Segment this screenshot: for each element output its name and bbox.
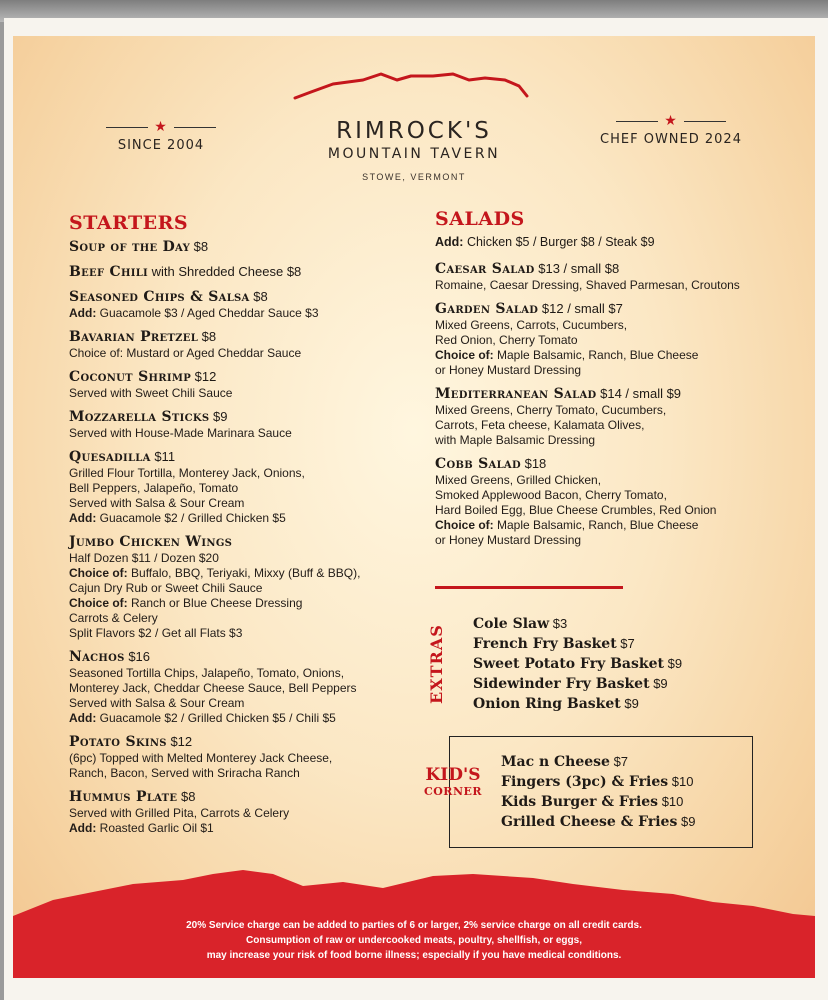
description-text: Mixed Greens, Cherry Tomato, Cucumbers, — [435, 403, 667, 417]
mountain-logo-icon — [293, 72, 533, 102]
footer-line-2: Consumption of raw or undercooked meats, poultry, shellfish, or eggs, — [246, 935, 582, 946]
menu-item-name: Mozzarella Sticks — [69, 409, 210, 425]
salads-add-text: Chicken $5 / Burger $8 / Steak $9 — [466, 235, 655, 249]
menu-item-heading — [69, 448, 414, 466]
menu-item — [69, 648, 414, 726]
menu-item-note: with Shredded Cheese — [151, 264, 284, 279]
menu-item-description — [435, 318, 805, 333]
menu-item — [69, 533, 414, 641]
description-label: Add: — [69, 711, 97, 725]
starters-section — [69, 212, 414, 843]
menu-item — [69, 368, 414, 401]
description-label: Choice of: — [435, 518, 494, 532]
description-text: Cajun Dry Rub or Sweet Chili Sauce — [69, 581, 263, 595]
menu-item-price: $14 / small $9 — [600, 386, 682, 401]
description-text: Roasted Garlic Oil $1 — [99, 821, 214, 835]
salads-add-on — [435, 234, 805, 250]
description-label: Choice of: — [435, 348, 494, 362]
description-text: Ranch or Blue Cheese Dressing — [131, 596, 303, 610]
menu-item-heading — [69, 238, 414, 256]
salads-add-label: Add: — [435, 235, 464, 249]
menu-item — [69, 238, 414, 256]
footer-line-1: 20% Service charge can be added to parties of 6 or larger, 2% service charge on all credit cards. — [186, 920, 642, 931]
description-text: Hard Boiled Egg, Blue Cheese Crumbles, Red Onion — [435, 503, 717, 517]
extras-item — [473, 614, 773, 634]
menu-item-name: Cobb Salad — [435, 456, 521, 472]
menu-item-name: Bavarian Pretzel — [69, 329, 199, 345]
menu-item-description — [435, 363, 805, 378]
chef-owned-text: CHEF OWNED 2024 — [600, 132, 742, 147]
menu-item-name: Quesadilla — [69, 449, 151, 465]
extras-item-price: $7 — [620, 636, 635, 651]
extras-item-price: $3 — [552, 616, 568, 631]
menu-item-description — [435, 333, 805, 348]
extras-item-name: French Fry Basket — [473, 636, 617, 652]
chef-owned-badge — [587, 114, 755, 147]
menu-item-description — [69, 566, 414, 581]
description-text: Mixed Greens, Grilled Chicken, — [435, 473, 602, 487]
menu-item-description — [69, 666, 414, 681]
menu-item-heading — [69, 288, 414, 306]
menu-item-name: Potato Skins — [69, 734, 167, 750]
menu-item-heading — [435, 260, 805, 278]
extras-item-price: $9 — [624, 696, 639, 711]
menu-item-price: $8 — [193, 239, 209, 254]
menu-item-name: Coconut Shrimp — [69, 369, 192, 385]
menu-item-description — [69, 681, 414, 696]
description-text: Maple Balsamic, Ranch, Blue Cheese — [497, 348, 699, 362]
kids-item-name: Mac n Cheese — [501, 754, 610, 770]
extras-title: EXTRAS — [427, 624, 446, 704]
menu-item-description — [435, 473, 805, 488]
description-text: (6pc) Topped with Melted Monterey Jack Cheese, — [69, 751, 333, 765]
menu-item-description — [69, 581, 414, 596]
menu-item-heading — [435, 455, 805, 473]
description-text: Guacamole $2 / Grilled Chicken $5 / Chili $5 — [99, 711, 336, 725]
kids-item-name: Fingers (3pc) & Fries — [501, 774, 669, 790]
kids-corner-title — [415, 766, 491, 799]
menu-item-description — [435, 518, 805, 533]
menu-item-description — [435, 433, 805, 448]
menu-item-price: $13 / small $8 — [538, 261, 620, 276]
menu-item-description — [435, 278, 805, 293]
description-label: Choice of: — [69, 596, 128, 610]
kids-item-price: $9 — [680, 814, 696, 829]
menu-item-price: $18 — [524, 456, 547, 471]
menu-item-price: $11 — [154, 449, 176, 464]
description-text: Guacamole $2 / Grilled Chicken $5 — [99, 511, 286, 525]
salads-title: SALADS — [435, 208, 525, 230]
description-text: with Maple Balsamic Dressing — [435, 433, 596, 447]
menu-item-price: $12 — [194, 369, 217, 384]
menu-item-description — [69, 596, 414, 611]
menu-item-description — [435, 533, 805, 548]
menu-item-heading — [69, 533, 414, 551]
menu-item — [69, 263, 414, 281]
extras-list — [473, 614, 773, 714]
star-icon: ★ — [154, 119, 168, 135]
menu-item-description — [435, 488, 805, 503]
menu-item-name: Caesar Salad — [435, 261, 535, 277]
menu-item-heading — [435, 385, 805, 403]
extras-item-name: Onion Ring Basket — [473, 696, 621, 712]
description-label: Add: — [69, 821, 97, 835]
kids-item-price: $10 — [661, 794, 684, 809]
menu-item — [69, 408, 414, 441]
description-label: Add: — [69, 511, 97, 525]
menu-item-description — [69, 386, 414, 401]
menu-item-price: $9 — [213, 409, 228, 424]
description-text: Choice of: Mustard or Aged Cheddar Sauce — [69, 346, 302, 360]
extras-item-name: Cole Slaw — [473, 616, 550, 632]
kids-title-line1: KID'S — [425, 765, 481, 785]
menu-item-price: $8 — [201, 329, 217, 344]
menu-item-heading — [435, 300, 805, 318]
menu-item-heading — [69, 368, 414, 386]
extras-item-price: $9 — [653, 676, 668, 691]
description-text: Served with Salsa & Sour Cream — [69, 496, 245, 510]
menu-item — [69, 328, 414, 361]
description-text: Served with Salsa & Sour Cream — [69, 696, 245, 710]
menu-item-heading — [69, 733, 414, 751]
menu-item-name: Hummus Plate — [69, 789, 178, 805]
footer-line-3: may increase your risk of food borne illness; especially if you have medical conditions. — [206, 950, 622, 961]
section-divider — [435, 586, 623, 589]
menu-item-heading — [69, 328, 414, 346]
menu-item-description — [69, 766, 414, 781]
description-text: Smoked Applewood Bacon, Cherry Tomato, — [435, 488, 667, 502]
menu-item-heading — [69, 408, 414, 426]
menu-item — [435, 455, 805, 548]
salads-list — [435, 260, 805, 548]
extras-item-name: Sidewinder Fry Basket — [473, 676, 650, 692]
description-label: Choice of: — [69, 566, 128, 580]
extras-item — [473, 674, 773, 694]
starters-list — [69, 238, 414, 836]
kids-item — [501, 752, 751, 772]
kids-item-price: $7 — [613, 754, 629, 769]
kids-item-name: Grilled Cheese & Fries — [501, 814, 678, 830]
description-text: Carrots & Celery — [69, 611, 158, 625]
menu-item-name: Mediterranean Salad — [435, 386, 597, 402]
menu-item-description — [69, 466, 414, 481]
menu-item-price: $8 — [286, 264, 302, 279]
menu-item — [69, 448, 414, 526]
salads-section — [435, 208, 805, 555]
starters-title: STARTERS — [69, 212, 189, 234]
menu-item-price: $8 — [253, 289, 268, 304]
description-text: Split Flavors $2 / Get all Flats $3 — [69, 626, 243, 640]
menu-item-description — [69, 306, 414, 321]
menu-item-description — [435, 348, 805, 363]
description-text: Served with Sweet Chili Sauce — [69, 386, 233, 400]
description-text: Guacamole $3 / Aged Cheddar Sauce $3 — [99, 306, 319, 320]
menu-item — [69, 288, 414, 321]
menu-item-description — [69, 496, 414, 511]
kids-list — [501, 752, 751, 832]
description-text: Mixed Greens, Carrots, Cucumbers, — [435, 318, 628, 332]
brand-name: RIMROCK'S — [336, 118, 492, 144]
menu-item-heading — [69, 788, 414, 806]
menu-item-price: $8 — [180, 789, 196, 804]
since-text: SINCE 2004 — [117, 138, 205, 153]
description-text: Carrots, Feta cheese, Kalamata Olives, — [435, 418, 645, 432]
menu-item — [69, 788, 414, 836]
kids-item-name: Kids Burger & Fries — [501, 794, 659, 810]
description-text: Grilled Flour Tortilla, Monterey Jack, Onions, — [69, 466, 305, 480]
menu-item-description — [69, 751, 414, 766]
menu-item-name: Jumbo Chicken Wings — [69, 534, 233, 550]
description-text: Bell Peppers, Jalapeño, Tomato — [69, 481, 239, 495]
menu-item-description — [69, 611, 414, 626]
extras-item — [473, 634, 773, 654]
menu-item-description — [69, 711, 414, 726]
description-text: Monterey Jack, Cheddar Cheese Sauce, Bell Peppers — [69, 681, 357, 695]
menu-item-name: Nachos — [69, 649, 125, 665]
menu-item-price: $12 / small $7 — [541, 301, 623, 316]
description-text: Half Dozen $11 / Dozen $20 — [69, 551, 219, 565]
description-text: Ranch, Bacon, Served with Sriracha Ranch — [69, 766, 300, 780]
menu-item — [435, 385, 805, 448]
menu-item-description — [69, 511, 414, 526]
menu-item-description — [69, 426, 414, 441]
description-text: Buffalo, BBQ, Teriyaki, Mixxy (Buff & BBQ), — [131, 566, 361, 580]
menu-paper — [13, 36, 815, 978]
menu-item-description — [69, 696, 414, 711]
extras-item-name: Sweet Potato Fry Basket — [473, 656, 664, 672]
description-label: Add: — [69, 306, 97, 320]
extras-item-price: $9 — [667, 656, 683, 671]
description-text: Romaine, Caesar Dressing, Shaved Parmesan, Croutons — [435, 278, 740, 292]
star-icon: ★ — [664, 113, 678, 129]
kids-item-price: $10 — [671, 774, 694, 789]
menu-item-description — [69, 481, 414, 496]
menu-item-price: $16 — [128, 649, 151, 664]
footer-disclaimer — [13, 918, 815, 963]
menu-item-description — [69, 346, 414, 361]
description-text: or Honey Mustard Dressing — [435, 533, 582, 547]
menu-item-description — [435, 503, 805, 518]
menu-item — [69, 733, 414, 781]
description-text: Red Onion, Cherry Tomato — [435, 333, 578, 347]
kids-title-line2: CORNER — [423, 785, 483, 798]
description-text: Served with Grilled Pita, Carrots & Celery — [69, 806, 290, 820]
description-text: or Honey Mustard Dressing — [435, 363, 582, 377]
menu-item — [435, 300, 805, 378]
description-text: Maple Balsamic, Ranch, Blue Cheese — [497, 518, 699, 532]
extras-item — [473, 694, 773, 714]
extras-item — [473, 654, 773, 674]
menu-item-description — [69, 806, 414, 821]
kids-item — [501, 812, 751, 832]
menu-item-description — [69, 551, 414, 566]
menu-item-heading — [69, 263, 414, 281]
menu-item-description — [69, 626, 414, 641]
description-text: Served with House-Made Marinara Sauce — [69, 426, 292, 440]
menu-item-name: Seasoned Chips & Salsa — [69, 289, 250, 305]
brand-subtitle: MOUNTAIN TAVERN — [327, 146, 501, 162]
description-text: Seasoned Tortilla Chips, Jalapeño, Tomato, Onions, — [69, 666, 345, 680]
menu-item — [435, 260, 805, 293]
brand-location: STOWE, VERMONT — [362, 172, 466, 182]
menu-item-name: Soup of the Day — [69, 239, 191, 255]
menu-item-description — [435, 418, 805, 433]
menu-item-name: Beef Chili — [69, 264, 149, 280]
menu-item-name: Garden Salad — [435, 301, 539, 317]
menu-item-heading — [69, 648, 414, 666]
kids-item — [501, 772, 751, 792]
kids-item — [501, 792, 751, 812]
menu-item-price: $12 — [170, 734, 193, 749]
menu-item-description — [69, 821, 414, 836]
menu-item-description — [435, 403, 805, 418]
